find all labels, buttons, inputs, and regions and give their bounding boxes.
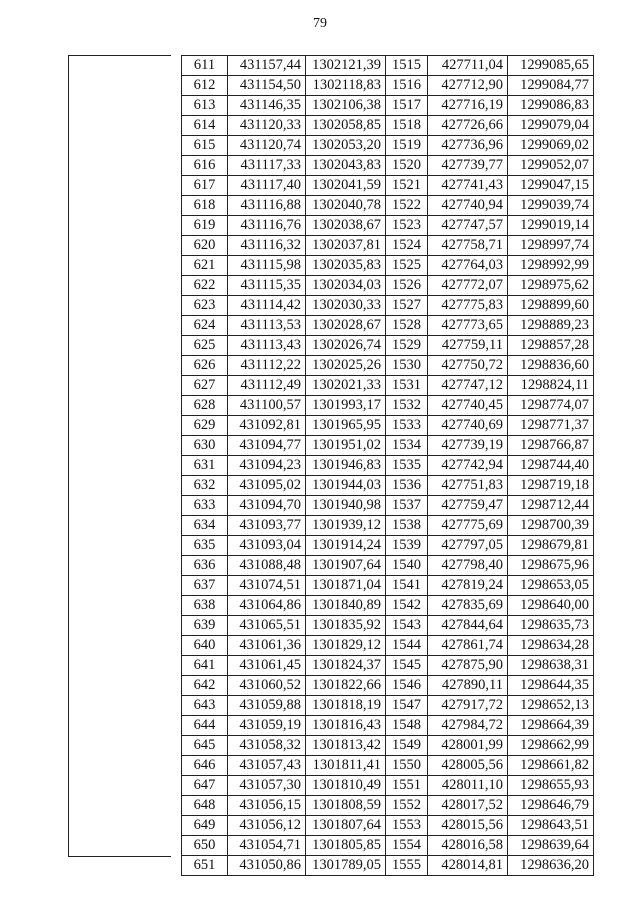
cell-point-b-y: 1298744,40 <box>508 456 594 476</box>
cell-point-b-number: 1528 <box>386 316 428 336</box>
table-row <box>182 316 594 336</box>
cell-point-a-number: 619 <box>182 216 228 236</box>
cell-point-a-number: 647 <box>182 776 228 796</box>
cell-point-a-y: 1302118,83 <box>306 76 386 96</box>
table-row <box>182 856 594 876</box>
table-row <box>182 176 594 196</box>
table-row <box>182 476 594 496</box>
cell-point-a-x: 431154,50 <box>228 76 306 96</box>
cell-point-b-y: 1298824,11 <box>508 376 594 396</box>
cell-point-b-x: 427844,64 <box>428 616 508 636</box>
cell-point-b-x: 428016,58 <box>428 836 508 856</box>
cell-point-a-y: 1302034,03 <box>306 276 386 296</box>
cell-point-a-x: 431056,15 <box>228 796 306 816</box>
cell-point-b-number: 1549 <box>386 736 428 756</box>
cell-point-a-number: 649 <box>182 816 228 836</box>
cell-point-a-y: 1302030,33 <box>306 296 386 316</box>
cell-point-a-x: 431058,32 <box>228 736 306 756</box>
cell-point-b-y: 1298639,64 <box>508 836 594 856</box>
cell-point-b-number: 1551 <box>386 776 428 796</box>
cell-point-b-number: 1520 <box>386 156 428 176</box>
cell-point-a-y: 1301789,05 <box>306 856 386 876</box>
cell-point-b-number: 1553 <box>386 816 428 836</box>
table-row <box>182 796 594 816</box>
cell-point-b-x: 427747,12 <box>428 376 508 396</box>
cell-point-a-y: 1302026,74 <box>306 336 386 356</box>
cell-point-b-y: 1298652,13 <box>508 696 594 716</box>
cell-point-b-x: 427741,43 <box>428 176 508 196</box>
cell-point-a-x: 431094,23 <box>228 456 306 476</box>
cell-point-a-x: 431060,52 <box>228 676 306 696</box>
cell-point-a-x: 431146,35 <box>228 96 306 116</box>
cell-point-b-x: 428011,10 <box>428 776 508 796</box>
cell-point-a-y: 1302058,85 <box>306 116 386 136</box>
table-row <box>182 156 594 176</box>
cell-point-b-number: 1540 <box>386 556 428 576</box>
cell-point-a-number: 617 <box>182 176 228 196</box>
cell-point-a-number: 648 <box>182 796 228 816</box>
cell-point-b-number: 1517 <box>386 96 428 116</box>
cell-point-a-number: 646 <box>182 756 228 776</box>
table-row <box>182 416 594 436</box>
cell-point-a-number: 644 <box>182 716 228 736</box>
coordinates-table <box>181 55 594 876</box>
cell-point-b-y: 1299019,14 <box>508 216 594 236</box>
cell-point-b-y: 1298899,60 <box>508 296 594 316</box>
cell-point-b-x: 427750,72 <box>428 356 508 376</box>
cell-point-b-y: 1298636,20 <box>508 856 594 876</box>
cell-point-b-number: 1525 <box>386 256 428 276</box>
table-row <box>182 236 594 256</box>
cell-point-a-y: 1301811,41 <box>306 756 386 776</box>
table-row <box>182 776 594 796</box>
cell-point-a-x: 431120,74 <box>228 136 306 156</box>
cell-point-b-number: 1544 <box>386 636 428 656</box>
cell-point-b-number: 1541 <box>386 576 428 596</box>
cell-point-b-x: 427819,24 <box>428 576 508 596</box>
cell-point-b-x: 427861,74 <box>428 636 508 656</box>
cell-point-b-y: 1298662,99 <box>508 736 594 756</box>
cell-point-b-number: 1533 <box>386 416 428 436</box>
cell-point-b-y: 1299084,77 <box>508 76 594 96</box>
cell-point-b-y: 1298889,23 <box>508 316 594 336</box>
cell-point-a-x: 431061,36 <box>228 636 306 656</box>
cell-point-b-y: 1298635,73 <box>508 616 594 636</box>
table-row <box>182 96 594 116</box>
cell-point-a-y: 1301871,04 <box>306 576 386 596</box>
coordinates-table-body <box>182 56 594 876</box>
cell-point-a-x: 431116,76 <box>228 216 306 236</box>
table-row <box>182 696 594 716</box>
cell-point-b-x: 427798,40 <box>428 556 508 576</box>
cell-point-b-number: 1527 <box>386 296 428 316</box>
cell-point-b-number: 1547 <box>386 696 428 716</box>
cell-point-a-number: 622 <box>182 276 228 296</box>
cell-point-b-y: 1298774,07 <box>508 396 594 416</box>
cell-point-a-y: 1301907,64 <box>306 556 386 576</box>
cell-point-a-y: 1301914,24 <box>306 536 386 556</box>
table-row <box>182 356 594 376</box>
cell-point-a-y: 1301939,12 <box>306 516 386 536</box>
cell-point-b-x: 427711,04 <box>428 56 508 76</box>
cell-point-b-number: 1550 <box>386 756 428 776</box>
cell-point-b-y: 1299047,15 <box>508 176 594 196</box>
cell-point-b-number: 1532 <box>386 396 428 416</box>
table-row <box>182 436 594 456</box>
cell-point-b-x: 427726,66 <box>428 116 508 136</box>
cell-point-a-x: 431100,57 <box>228 396 306 416</box>
cell-point-b-y: 1299039,74 <box>508 196 594 216</box>
cell-point-b-number: 1555 <box>386 856 428 876</box>
cell-point-a-x: 431115,98 <box>228 256 306 276</box>
cell-point-a-number: 631 <box>182 456 228 476</box>
cell-point-b-number: 1530 <box>386 356 428 376</box>
cell-point-a-y: 1302121,39 <box>306 56 386 76</box>
cell-point-a-y: 1302025,26 <box>306 356 386 376</box>
cell-point-a-number: 642 <box>182 676 228 696</box>
cell-point-b-number: 1521 <box>386 176 428 196</box>
cell-point-a-number: 624 <box>182 316 228 336</box>
cell-point-a-number: 626 <box>182 356 228 376</box>
cell-point-b-x: 427747,57 <box>428 216 508 236</box>
cell-point-a-number: 620 <box>182 236 228 256</box>
cell-point-a-number: 650 <box>182 836 228 856</box>
cell-point-b-x: 427890,11 <box>428 676 508 696</box>
cell-point-a-x: 431057,43 <box>228 756 306 776</box>
table-row <box>182 376 594 396</box>
cell-point-b-x: 427775,83 <box>428 296 508 316</box>
cell-point-b-y: 1298675,96 <box>508 556 594 576</box>
cell-point-a-y: 1301951,02 <box>306 436 386 456</box>
cell-point-a-y: 1302037,81 <box>306 236 386 256</box>
cell-point-a-y: 1302053,20 <box>306 136 386 156</box>
cell-point-a-x: 431065,51 <box>228 616 306 636</box>
table-row <box>182 296 594 316</box>
cell-point-a-x: 431088,48 <box>228 556 306 576</box>
cell-point-b-y: 1298643,51 <box>508 816 594 836</box>
cell-point-b-x: 428015,56 <box>428 816 508 836</box>
cell-point-b-y: 1298766,87 <box>508 436 594 456</box>
cell-point-b-x: 427751,83 <box>428 476 508 496</box>
cell-point-b-x: 427739,77 <box>428 156 508 176</box>
table-row <box>182 656 594 676</box>
table-row <box>182 256 594 276</box>
cell-point-a-y: 1302106,38 <box>306 96 386 116</box>
cell-point-a-x: 431057,30 <box>228 776 306 796</box>
cell-point-a-number: 616 <box>182 156 228 176</box>
cell-point-b-x: 427736,96 <box>428 136 508 156</box>
cell-point-b-number: 1518 <box>386 116 428 136</box>
cell-point-a-number: 645 <box>182 736 228 756</box>
cell-point-a-number: 615 <box>182 136 228 156</box>
table-row <box>182 336 594 356</box>
cell-point-a-number: 623 <box>182 296 228 316</box>
cell-point-b-y: 1298719,18 <box>508 476 594 496</box>
cell-point-a-y: 1301944,03 <box>306 476 386 496</box>
cell-point-a-x: 431093,04 <box>228 536 306 556</box>
cell-point-b-number: 1545 <box>386 656 428 676</box>
cell-point-a-x: 431064,86 <box>228 596 306 616</box>
cell-point-a-number: 640 <box>182 636 228 656</box>
cell-point-b-y: 1298644,35 <box>508 676 594 696</box>
table-row <box>182 76 594 96</box>
table-row <box>182 676 594 696</box>
table-row <box>182 196 594 216</box>
cell-point-a-y: 1301940,98 <box>306 496 386 516</box>
cell-point-a-x: 431112,22 <box>228 356 306 376</box>
cell-point-a-number: 638 <box>182 596 228 616</box>
table-row <box>182 596 594 616</box>
cell-point-b-x: 427917,72 <box>428 696 508 716</box>
cell-point-b-y: 1298653,05 <box>508 576 594 596</box>
cell-point-a-x: 431116,32 <box>228 236 306 256</box>
cell-point-a-number: 641 <box>182 656 228 676</box>
cell-point-a-x: 431113,43 <box>228 336 306 356</box>
table-row <box>182 516 594 536</box>
cell-point-a-number: 629 <box>182 416 228 436</box>
cell-point-b-y: 1298836,60 <box>508 356 594 376</box>
cell-point-b-x: 427712,90 <box>428 76 508 96</box>
cell-point-a-x: 431054,71 <box>228 836 306 856</box>
cell-point-a-y: 1302035,83 <box>306 256 386 276</box>
cell-point-b-x: 428001,99 <box>428 736 508 756</box>
cell-point-a-y: 1301829,12 <box>306 636 386 656</box>
cell-point-b-number: 1515 <box>386 56 428 76</box>
cell-point-b-number: 1538 <box>386 516 428 536</box>
cell-point-b-y: 1299052,07 <box>508 156 594 176</box>
cell-point-b-y: 1298975,62 <box>508 276 594 296</box>
table-row <box>182 616 594 636</box>
cell-point-b-number: 1529 <box>386 336 428 356</box>
cell-point-a-y: 1301822,66 <box>306 676 386 696</box>
cell-point-a-x: 431061,45 <box>228 656 306 676</box>
cell-point-b-number: 1537 <box>386 496 428 516</box>
cell-point-a-y: 1302040,78 <box>306 196 386 216</box>
cell-point-b-number: 1539 <box>386 536 428 556</box>
cell-point-b-number: 1548 <box>386 716 428 736</box>
cell-point-b-number: 1546 <box>386 676 428 696</box>
cell-point-b-x: 427775,69 <box>428 516 508 536</box>
cell-point-a-x: 431092,81 <box>228 416 306 436</box>
cell-point-b-number: 1522 <box>386 196 428 216</box>
cell-point-b-x: 427764,03 <box>428 256 508 276</box>
cell-point-b-x: 428005,56 <box>428 756 508 776</box>
cell-point-a-y: 1302041,59 <box>306 176 386 196</box>
cell-point-a-x: 431112,49 <box>228 376 306 396</box>
cell-point-a-number: 630 <box>182 436 228 456</box>
cell-point-a-y: 1301810,49 <box>306 776 386 796</box>
cell-point-a-number: 639 <box>182 616 228 636</box>
cell-point-a-number: 614 <box>182 116 228 136</box>
table-row <box>182 756 594 776</box>
cell-point-b-x: 427797,05 <box>428 536 508 556</box>
cell-point-b-y: 1298771,37 <box>508 416 594 436</box>
cell-point-b-y: 1298638,31 <box>508 656 594 676</box>
cell-point-a-number: 634 <box>182 516 228 536</box>
cell-point-b-x: 427984,72 <box>428 716 508 736</box>
table-row <box>182 56 594 76</box>
cell-point-b-number: 1534 <box>386 436 428 456</box>
cell-point-a-x: 431093,77 <box>228 516 306 536</box>
cell-point-a-x: 431120,33 <box>228 116 306 136</box>
cell-point-a-number: 618 <box>182 196 228 216</box>
cell-point-a-number: 627 <box>182 376 228 396</box>
cell-point-b-y: 1298992,99 <box>508 256 594 276</box>
cell-point-a-x: 431157,44 <box>228 56 306 76</box>
cell-point-a-number: 632 <box>182 476 228 496</box>
cell-point-a-x: 431114,42 <box>228 296 306 316</box>
table-row <box>182 556 594 576</box>
table-row <box>182 396 594 416</box>
cell-point-a-x: 431113,53 <box>228 316 306 336</box>
cell-point-a-y: 1301807,64 <box>306 816 386 836</box>
cell-point-a-y: 1301818,19 <box>306 696 386 716</box>
cell-point-b-number: 1516 <box>386 76 428 96</box>
cell-point-a-y: 1301993,17 <box>306 396 386 416</box>
cell-point-b-y: 1298646,79 <box>508 796 594 816</box>
cell-point-b-x: 427875,90 <box>428 656 508 676</box>
cell-point-a-y: 1301816,43 <box>306 716 386 736</box>
cell-point-b-x: 427740,94 <box>428 196 508 216</box>
table-row <box>182 496 594 516</box>
cell-point-a-y: 1301813,42 <box>306 736 386 756</box>
cell-point-b-number: 1535 <box>386 456 428 476</box>
cell-point-a-number: 613 <box>182 96 228 116</box>
cell-point-a-x: 431094,70 <box>228 496 306 516</box>
cell-point-b-y: 1299086,83 <box>508 96 594 116</box>
cell-point-b-x: 427739,19 <box>428 436 508 456</box>
cell-point-b-number: 1554 <box>386 836 428 856</box>
cell-point-b-y: 1298661,82 <box>508 756 594 776</box>
cell-point-a-number: 625 <box>182 336 228 356</box>
cell-point-a-y: 1301824,37 <box>306 656 386 676</box>
table-row <box>182 276 594 296</box>
cell-point-b-number: 1526 <box>386 276 428 296</box>
page-number: 79 <box>313 16 327 31</box>
cell-point-a-y: 1301805,85 <box>306 836 386 856</box>
cell-point-a-x: 431094,77 <box>228 436 306 456</box>
cell-point-a-y: 1302028,67 <box>306 316 386 336</box>
cell-point-a-number: 621 <box>182 256 228 276</box>
cell-point-b-x: 427758,71 <box>428 236 508 256</box>
cell-point-b-number: 1519 <box>386 136 428 156</box>
cell-point-b-x: 427716,19 <box>428 96 508 116</box>
cell-point-b-y: 1298679,81 <box>508 536 594 556</box>
cell-point-b-number: 1552 <box>386 796 428 816</box>
cell-point-b-y: 1299085,65 <box>508 56 594 76</box>
table-row <box>182 836 594 856</box>
cell-point-a-x: 431059,88 <box>228 696 306 716</box>
cell-point-a-number: 643 <box>182 696 228 716</box>
cell-point-b-number: 1524 <box>386 236 428 256</box>
cell-point-b-y: 1298664,39 <box>508 716 594 736</box>
cell-point-b-y: 1298857,28 <box>508 336 594 356</box>
cell-point-a-number: 612 <box>182 76 228 96</box>
cell-point-b-number: 1531 <box>386 376 428 396</box>
cell-point-b-y: 1298634,28 <box>508 636 594 656</box>
cell-point-b-y: 1298655,93 <box>508 776 594 796</box>
cell-point-a-x: 431050,86 <box>228 856 306 876</box>
cell-point-b-number: 1542 <box>386 596 428 616</box>
cell-point-b-x: 427742,94 <box>428 456 508 476</box>
cell-point-b-y: 1298640,00 <box>508 596 594 616</box>
cell-point-b-y: 1298712,44 <box>508 496 594 516</box>
cell-point-a-y: 1301835,92 <box>306 616 386 636</box>
cell-point-b-y: 1299079,04 <box>508 116 594 136</box>
cell-point-a-number: 611 <box>182 56 228 76</box>
table-row <box>182 736 594 756</box>
cell-point-a-x: 431059,19 <box>228 716 306 736</box>
cell-point-a-x: 431095,02 <box>228 476 306 496</box>
cell-point-b-x: 427835,69 <box>428 596 508 616</box>
cell-point-a-y: 1302038,67 <box>306 216 386 236</box>
table-row <box>182 636 594 656</box>
left-column-frame <box>68 55 171 857</box>
cell-point-b-x: 427759,47 <box>428 496 508 516</box>
cell-point-a-number: 651 <box>182 856 228 876</box>
table-row <box>182 536 594 556</box>
cell-point-b-x: 428014,81 <box>428 856 508 876</box>
cell-point-a-number: 635 <box>182 536 228 556</box>
cell-point-a-y: 1302043,83 <box>306 156 386 176</box>
table-row <box>182 576 594 596</box>
table-row <box>182 816 594 836</box>
cell-point-a-x: 431074,51 <box>228 576 306 596</box>
cell-point-a-y: 1301965,95 <box>306 416 386 436</box>
cell-point-a-number: 637 <box>182 576 228 596</box>
cell-point-a-number: 636 <box>182 556 228 576</box>
cell-point-b-x: 427759,11 <box>428 336 508 356</box>
cell-point-b-y: 1298997,74 <box>508 236 594 256</box>
cell-point-b-y: 1299069,02 <box>508 136 594 156</box>
table-row <box>182 116 594 136</box>
cell-point-a-x: 431116,88 <box>228 196 306 216</box>
cell-point-b-x: 427773,65 <box>428 316 508 336</box>
cell-point-b-x: 427740,69 <box>428 416 508 436</box>
cell-point-a-number: 628 <box>182 396 228 416</box>
cell-point-a-x: 431117,33 <box>228 156 306 176</box>
cell-point-b-x: 427772,07 <box>428 276 508 296</box>
cell-point-b-y: 1298700,39 <box>508 516 594 536</box>
cell-point-a-x: 431117,40 <box>228 176 306 196</box>
cell-point-a-y: 1301946,83 <box>306 456 386 476</box>
cell-point-a-x: 431115,35 <box>228 276 306 296</box>
cell-point-b-number: 1523 <box>386 216 428 236</box>
cell-point-a-y: 1302021,33 <box>306 376 386 396</box>
table-row <box>182 456 594 476</box>
cell-point-a-y: 1301840,89 <box>306 596 386 616</box>
cell-point-a-number: 633 <box>182 496 228 516</box>
table-row <box>182 216 594 236</box>
cell-point-b-x: 427740,45 <box>428 396 508 416</box>
cell-point-a-y: 1301808,59 <box>306 796 386 816</box>
cell-point-a-x: 431056,12 <box>228 816 306 836</box>
cell-point-b-number: 1536 <box>386 476 428 496</box>
cell-point-b-x: 428017,52 <box>428 796 508 816</box>
table-row <box>182 716 594 736</box>
cell-point-b-number: 1543 <box>386 616 428 636</box>
table-row <box>182 136 594 156</box>
